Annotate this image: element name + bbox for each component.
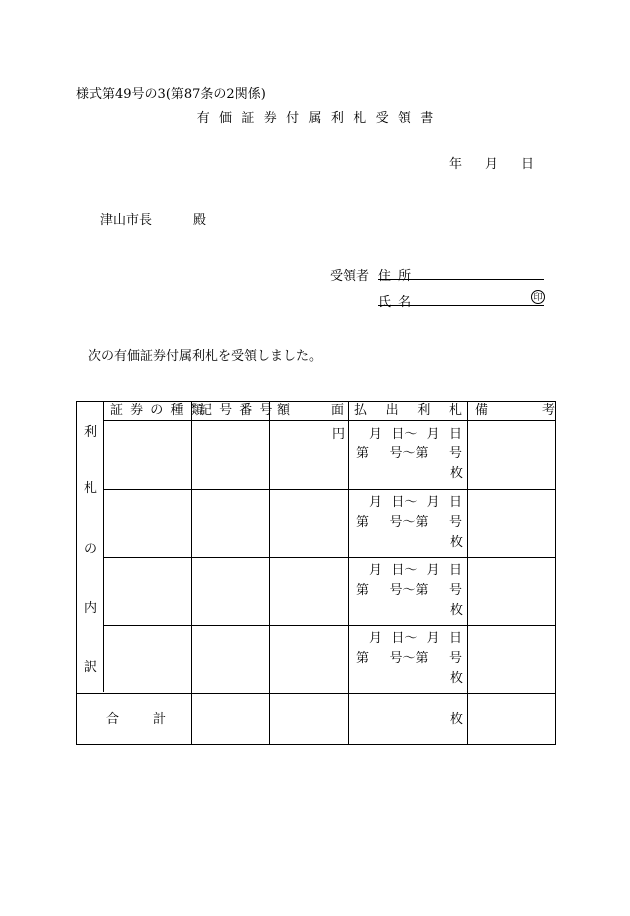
date-range-part: 月: [369, 495, 383, 510]
document-title: 有価証券付属利札受領書: [196, 111, 443, 126]
number-range-part: 第: [356, 515, 370, 530]
header-face-value-a: 額: [277, 403, 291, 418]
number-range-part: 号: [448, 651, 462, 666]
total-sheet-count-unit: 枚: [450, 712, 464, 727]
number-range: [356, 651, 462, 667]
name-label: 氏名: [378, 295, 419, 310]
form-number: 様式第49号の3(第87条の2関係): [76, 87, 266, 102]
date-day: 日: [521, 157, 535, 172]
header-payout-coupons: [354, 403, 462, 419]
grid-line: [103, 625, 555, 626]
address-underline[interactable]: [378, 279, 544, 280]
sheet-count-unit: 枚: [450, 671, 464, 686]
seal-icon: 印: [531, 290, 545, 304]
addressee-honorific: 殿: [193, 213, 207, 228]
date-range-part: 日: [448, 495, 462, 510]
sheet-count-unit: 枚: [450, 603, 464, 618]
address-label: 住所: [378, 269, 419, 284]
side-label-char: の: [84, 542, 98, 557]
date-range-part: 月: [426, 427, 440, 442]
date-range-part: 日～: [391, 427, 418, 442]
total-label-b: 計: [153, 712, 167, 727]
sheet-count-unit: 枚: [450, 535, 464, 550]
date-range-part: 日～: [391, 495, 418, 510]
date-range-part: 日: [448, 631, 462, 646]
header-remarks-a: 備: [475, 403, 489, 418]
number-range-part: 第: [356, 446, 370, 461]
recipient-label: 受領者: [330, 269, 370, 284]
number-range: [356, 446, 462, 462]
date-range-part: 日～: [391, 631, 418, 646]
addressee-name: 津山市長: [100, 213, 153, 228]
grid-line: [103, 489, 555, 490]
number-range: [356, 515, 462, 531]
coupon-table: [76, 401, 556, 745]
header-char: 出: [385, 403, 399, 418]
date-range-part: 月: [426, 563, 440, 578]
grid-line: [103, 420, 555, 421]
date-range: [369, 495, 462, 511]
date-range-part: 月: [426, 631, 440, 646]
date-range-part: 月: [369, 563, 383, 578]
date-range-part: 日: [448, 563, 462, 578]
side-label-char: 訳: [84, 660, 98, 675]
grid-line: [77, 693, 555, 694]
number-range-part: 号～第: [389, 446, 429, 461]
number-range-part: 号～第: [389, 515, 429, 530]
total-label-a: 合: [106, 712, 120, 727]
date-range: [369, 563, 462, 579]
number-range-part: 号: [448, 446, 462, 461]
number-range-part: 第: [356, 583, 370, 598]
date-month: 月: [485, 157, 499, 172]
date-year: 年: [449, 157, 463, 172]
grid-line: [103, 402, 104, 692]
header-remarks-b: 考: [542, 403, 556, 418]
number-range: [356, 583, 462, 599]
date-range-part: 月: [369, 427, 383, 442]
date-range-part: 日: [448, 427, 462, 442]
number-range-part: 号～第: [389, 583, 429, 598]
side-label-char: 利: [84, 425, 98, 440]
number-range-part: 号: [448, 583, 462, 598]
yen-unit: 円: [332, 427, 346, 442]
header-char: 払: [354, 403, 368, 418]
sheet-count-unit: 枚: [450, 466, 464, 481]
header-securities-type: 証券の種類: [110, 403, 211, 418]
date-range: [369, 427, 462, 443]
date-range-part: 月: [369, 631, 383, 646]
header-serial-number: 記号番号: [199, 403, 280, 418]
side-label-char: 内: [84, 601, 98, 616]
side-label-char: 札: [84, 481, 98, 496]
number-range-part: 号: [448, 515, 462, 530]
intro-text: 次の有価証券付属利札を受領しました。: [88, 349, 323, 364]
name-underline[interactable]: [378, 305, 544, 306]
number-range-part: 第: [356, 651, 370, 666]
grid-line: [103, 557, 555, 558]
date-range-part: 日～: [391, 563, 418, 578]
number-range-part: 号～第: [389, 651, 429, 666]
date-range: [369, 631, 462, 647]
header-char: 札: [448, 403, 462, 418]
header-char: 利: [417, 403, 431, 418]
header-face-value-b: 面: [331, 403, 345, 418]
date-range-part: 月: [426, 495, 440, 510]
